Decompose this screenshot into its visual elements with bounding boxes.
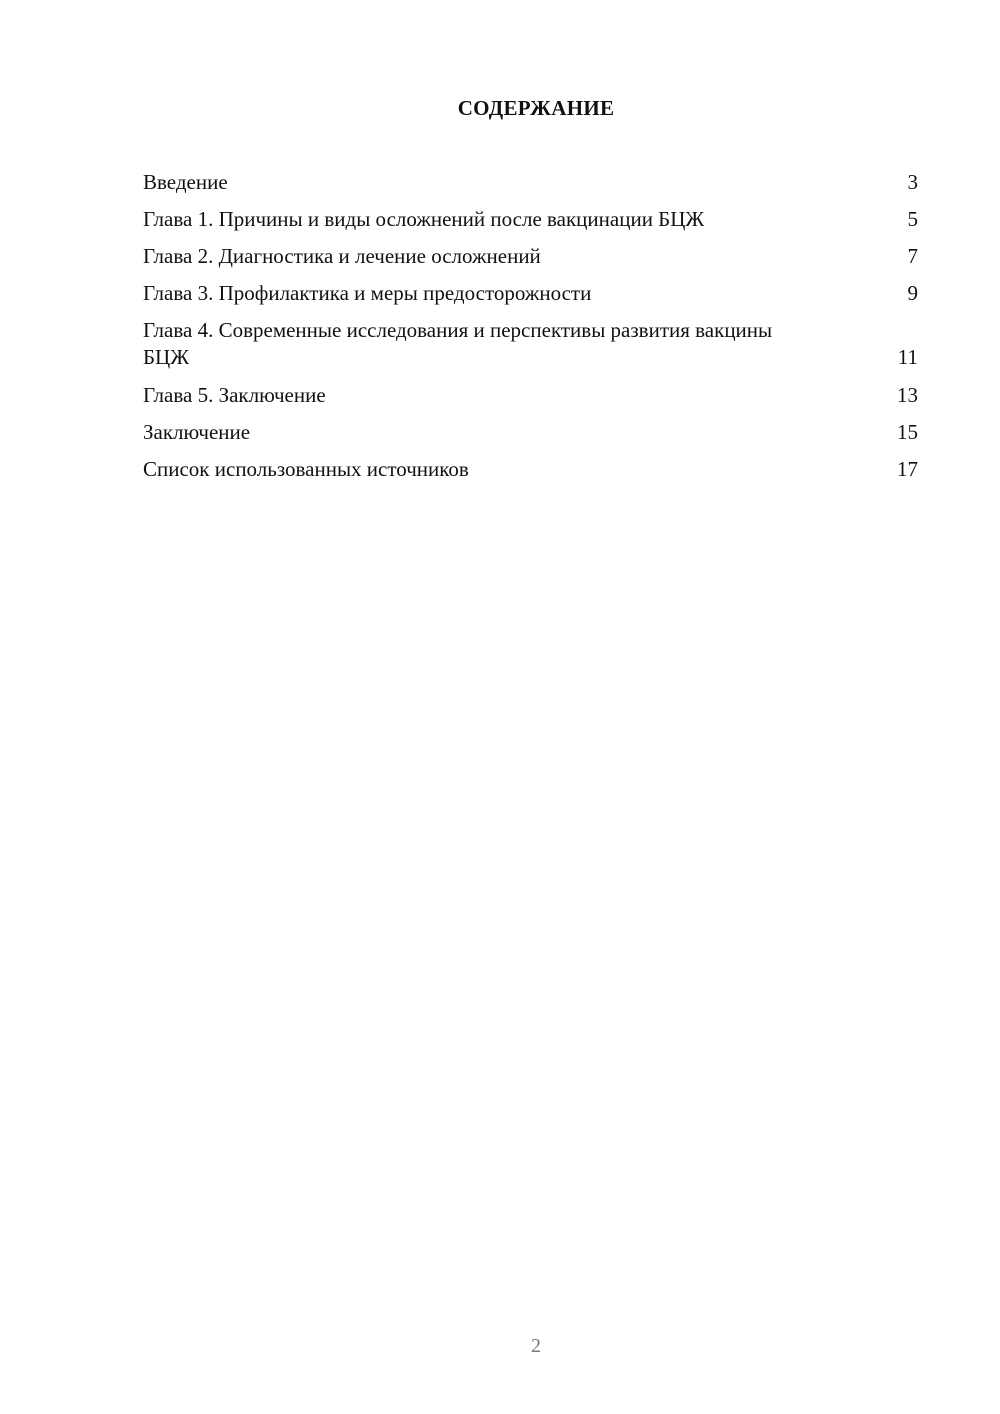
toc-entry <box>143 280 918 307</box>
page-number: 2 <box>531 1335 541 1357</box>
toc-entry <box>143 169 918 196</box>
toc-entry-page: 15 <box>897 420 918 444</box>
toc-entry-label: Глава 3. Профилактика и меры предосторожности <box>143 281 592 305</box>
toc-entry-label: Заключение <box>143 420 251 444</box>
table-of-contents <box>143 169 918 493</box>
toc-entry-label: Глава 1. Причины и виды осложнений после вакцинации БЦЖ <box>143 207 705 231</box>
toc-entry <box>143 243 918 270</box>
toc-entry-page: 9 <box>907 281 918 305</box>
toc-entry-label: Список использованных источников <box>143 457 469 481</box>
toc-entry-page: 5 <box>907 207 918 231</box>
toc-entry <box>143 206 918 233</box>
toc-entry-page: 7 <box>907 244 918 268</box>
toc-entry-label: Глава 5. Заключение <box>143 383 326 407</box>
toc-entry <box>143 317 918 371</box>
toc-entry-label: Введение <box>143 170 228 194</box>
toc-entry-page: 3 <box>907 170 918 194</box>
toc-entry-page: 17 <box>897 457 918 481</box>
toc-entry <box>143 456 918 483</box>
toc-entry-page: 13 <box>897 383 918 407</box>
toc-entry-page: 11 <box>897 345 918 369</box>
toc-entry <box>143 382 918 409</box>
toc-entry-label: Глава 2. Диагностика и лечение осложнений <box>143 244 541 268</box>
toc-entry <box>143 419 918 446</box>
page-title: СОДЕРЖАНИЕ <box>457 96 615 120</box>
toc-entry-label: Глава 4. Современные исследования и перспективы развития вакцины БЦЖ <box>143 318 773 369</box>
